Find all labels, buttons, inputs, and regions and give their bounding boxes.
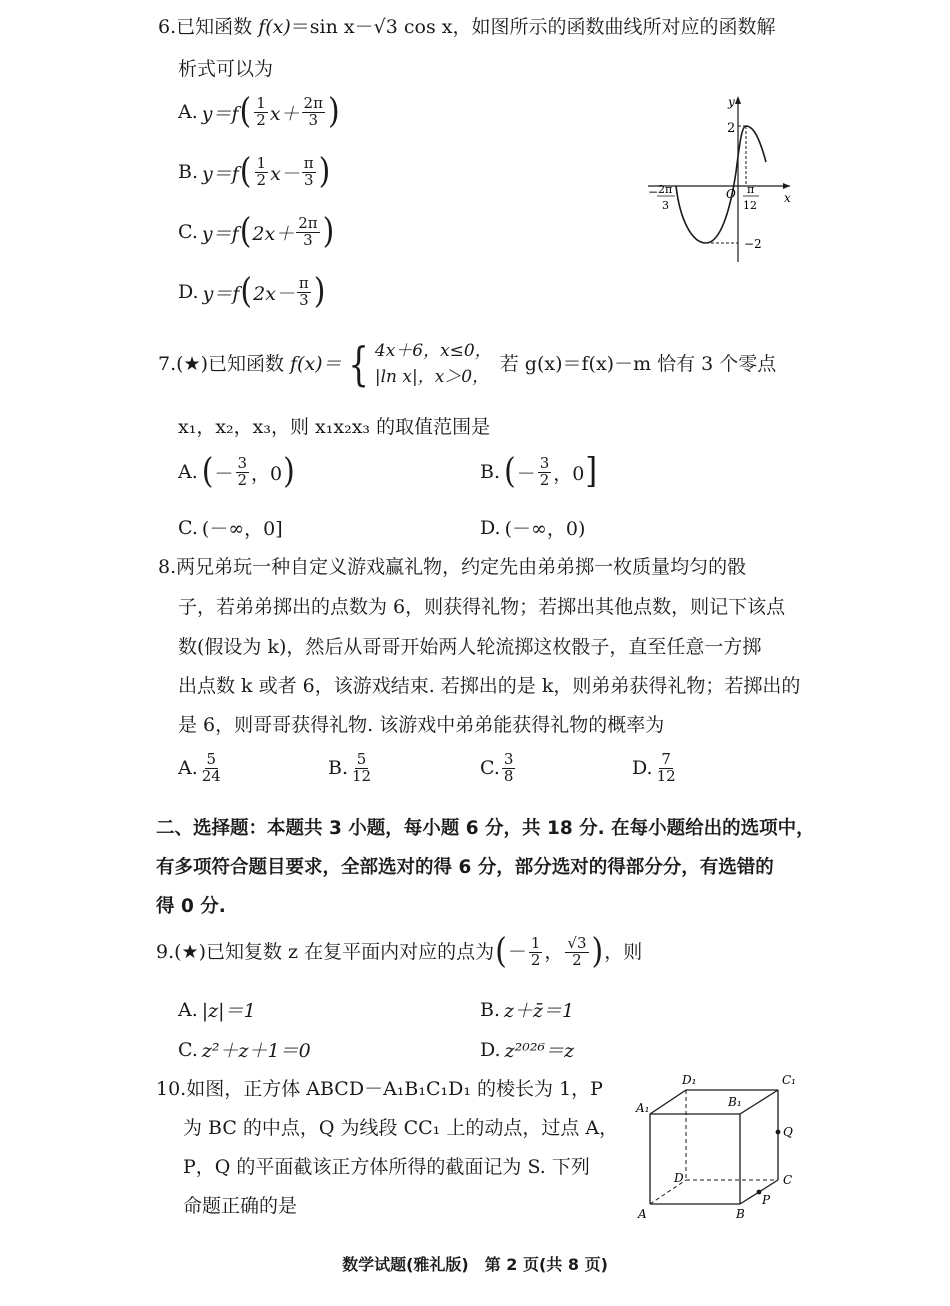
frac-num: 5 xyxy=(356,750,367,768)
frac-num: 7 xyxy=(661,750,671,768)
frac-num: 1 xyxy=(256,94,266,112)
q6-opt-a-const xyxy=(302,96,325,129)
frac-den: 3 xyxy=(303,170,314,189)
q6-opt-c-mid: 2x＋ xyxy=(252,222,295,245)
q10-cube-figure xyxy=(628,1072,804,1224)
label-b1: B₁ xyxy=(728,1095,742,1109)
q9-option-b xyxy=(480,996,574,1023)
q7-opt-d-label: D. xyxy=(480,516,501,539)
q9-stem-a: 已知复数 z 在复平面内对应的点为 xyxy=(206,940,495,963)
q8-line-4: 出点数 k 或者 6，该游戏结束. 若掷出的是 k，则弟弟获得礼物；若掷出的 xyxy=(178,675,801,697)
paren-open: ( xyxy=(239,211,252,252)
y-axis-arrow xyxy=(735,96,741,104)
q6-cos: cos x xyxy=(403,16,453,38)
frac-num: π xyxy=(298,274,309,292)
label-p: P xyxy=(762,1193,771,1207)
right-tick-den: 12 xyxy=(743,199,757,212)
frac-den: 2 xyxy=(237,470,248,489)
q9-option-a xyxy=(178,996,256,1023)
x-axis-label: x xyxy=(784,191,791,205)
point-p xyxy=(757,1190,762,1195)
q8-opt-c-frac xyxy=(502,752,516,785)
q6-sine-graph xyxy=(640,92,800,264)
minus-sign: － xyxy=(516,462,536,485)
q7-number: 7. xyxy=(158,352,177,375)
q6-number: 6. xyxy=(158,16,177,38)
frac-den: 2 xyxy=(572,950,582,969)
paren-close: ) xyxy=(327,91,340,132)
q6-opt-d-const xyxy=(297,276,311,309)
q6-opt-b-coef xyxy=(255,156,269,189)
q6-opt-a-pre: y＝f xyxy=(201,102,239,125)
paren-close: ) xyxy=(318,151,331,192)
q7-piece-2: |ln x|，x＞0， xyxy=(374,367,490,388)
q7-option-b xyxy=(480,451,598,492)
minus-sign: － xyxy=(214,462,234,485)
q8-option-c xyxy=(480,752,517,785)
origin-label: O xyxy=(726,187,736,201)
paren-open: ( xyxy=(239,91,252,132)
q9-opt-d-label: D. xyxy=(480,1038,501,1061)
left-zero-num: 2π xyxy=(658,183,673,196)
frac-num: 3 xyxy=(237,454,248,472)
q6-opt-a-mid: x＋ xyxy=(269,102,300,125)
frac-num: 1 xyxy=(256,154,267,172)
frac-den: 12 xyxy=(656,766,676,785)
q8-option-b xyxy=(328,752,375,785)
q6-sqrt3: √3 xyxy=(373,16,398,38)
point-q xyxy=(776,1130,781,1135)
q8-opt-a-frac xyxy=(200,752,223,785)
left-zero-den: 3 xyxy=(662,199,669,212)
q9-stem-b: ，则 xyxy=(604,940,643,963)
q7-opt-c-text: (－∞，0] xyxy=(201,518,283,540)
label-d: D xyxy=(674,1171,684,1185)
q7-opt-a-frac xyxy=(236,456,250,489)
q9-opt-a-text: |z|＝1 xyxy=(201,1000,256,1022)
paren-open: ( xyxy=(240,271,253,312)
frac-den: 3 xyxy=(308,110,318,129)
frac-den: 8 xyxy=(503,766,514,785)
q8-opt-b-label: B. xyxy=(328,757,349,780)
q6-stem-a: 已知函数 xyxy=(176,16,253,38)
q9-p1-sign: － xyxy=(507,940,527,963)
q6-eq: ＝sin x－ xyxy=(290,16,374,38)
q6-opt-d-pre: y＝f xyxy=(202,282,240,305)
frac-num: 3 xyxy=(539,454,550,472)
zero: ，0 xyxy=(553,462,585,485)
q10-line-1-text: 如图，正方体 ABCD－A₁B₁C₁D₁ 的棱长为 1，P xyxy=(186,1078,603,1100)
frac-num: 5 xyxy=(206,750,217,768)
q7-stem-line2: x₁，x₂，x₃，则 x₁x₂x₃ 的取值范围是 xyxy=(178,416,491,438)
q7-opt-a-label: A. xyxy=(178,461,198,484)
q6-opt-d-mid: 2x－ xyxy=(253,282,295,305)
q7-star: (★) xyxy=(176,352,208,375)
q7-stem-line1 xyxy=(158,338,776,391)
q6-option-b xyxy=(178,151,331,192)
right-tick-num: π xyxy=(747,183,755,196)
q6-opt-b-pre: y＝f xyxy=(202,162,239,185)
frac-num: 2π xyxy=(303,94,323,112)
min-label: −2 xyxy=(744,237,762,251)
paren-close: ) xyxy=(591,931,604,972)
q7-stem-b: 若 g(x)＝f(x)－m 恰有 3 个零点 xyxy=(499,352,777,375)
q7-option-c xyxy=(178,514,283,541)
label-a: A xyxy=(638,1207,647,1221)
frac-num: π xyxy=(303,154,314,172)
q9-opt-c-label: C. xyxy=(178,1038,198,1061)
frac-den: 3 xyxy=(303,230,313,249)
q8-option-a xyxy=(178,752,225,785)
q9-opt-b-text: z＋z̄＝1 xyxy=(504,1000,575,1022)
q6-opt-d-label: D. xyxy=(178,281,199,304)
label-d1: D₁ xyxy=(682,1073,697,1087)
q6-opt-c-const xyxy=(296,216,319,249)
paren-open: ( xyxy=(504,451,516,492)
x-axis-arrow xyxy=(783,183,790,189)
frac-den: 3 xyxy=(299,290,309,309)
edge-b1c1 xyxy=(740,1090,778,1114)
left-zero-sign: − xyxy=(648,185,659,199)
bracket-close: ] xyxy=(585,451,598,492)
q10-line-2: 为 BC 的中点，Q 为线段 CC₁ 上的动点，过点 A， xyxy=(183,1117,619,1139)
section2-line-1: 二、选择题：本题共 3 小题，每小题 6 分，共 18 分. 在每小题给出的选项中， xyxy=(156,818,815,839)
q7-stem-a: 已知函数 xyxy=(208,352,285,375)
frac-num: 2π xyxy=(298,214,318,232)
label-c: C xyxy=(783,1173,793,1187)
q7-opt-c-label: C. xyxy=(178,516,198,539)
paren-close: ) xyxy=(313,271,326,312)
q9-stem xyxy=(156,931,643,972)
paren-open: ( xyxy=(495,931,507,972)
label-q: Q xyxy=(783,1125,793,1139)
page-footer: 数学试题(雅礼版) 第 2 页(共 8 页) xyxy=(342,1255,608,1274)
q7-option-a xyxy=(178,451,296,492)
q6-stem-line2: 析式可以为 xyxy=(178,58,274,80)
paren-close: ) xyxy=(322,211,335,252)
q6-opt-b-mid: x－ xyxy=(270,162,300,185)
q9-option-d xyxy=(480,1036,574,1063)
edge-a1d1 xyxy=(650,1090,686,1114)
q9-opt-c-text: z²＋z＋1＝0 xyxy=(201,1040,311,1062)
q6-opt-c-pre: y＝f xyxy=(201,222,239,245)
q8-line-2: 子，若弟弟掷出的点数为 6，则获得礼物；若掷出其他点数，则记下该点 xyxy=(178,596,786,618)
q8-opt-d-label: D. xyxy=(632,757,653,780)
q8-opt-c-label: C. xyxy=(480,757,500,780)
q9-p1-frac xyxy=(529,936,543,969)
q6-opt-a-coef xyxy=(254,96,268,129)
frac-num: 1 xyxy=(530,934,541,952)
q8-line-1 xyxy=(158,556,746,579)
q6-opt-a-label: A. xyxy=(178,101,198,124)
zero: ，0 xyxy=(251,462,283,485)
q9-opt-b-label: B. xyxy=(480,998,501,1021)
frac-den: 2 xyxy=(539,470,550,489)
frac-den: 2 xyxy=(530,950,541,969)
q6-stem-b: ，如图所示的函数曲线所对应的函数解 xyxy=(452,16,776,38)
q10-line-3: P，Q 的平面截该正方体所得的截面记为 S. 下列 xyxy=(183,1156,590,1178)
q9-number: 9. xyxy=(156,940,175,963)
frac-den: 12 xyxy=(352,766,372,785)
q8-line-3: 数(假设为 k)，然后从哥哥开始两人轮流掷这枚骰子，直至任意一方掷 xyxy=(178,636,762,658)
y-axis-label: y xyxy=(728,95,735,109)
frac-den: 24 xyxy=(201,766,221,785)
q10-line-1 xyxy=(156,1078,603,1101)
q6-option-c xyxy=(178,211,335,252)
label-a1: A₁ xyxy=(636,1101,650,1115)
q8-line-5: 是 6，则哥哥获得礼物. 该游戏中弟弟能获得礼物的概率为 xyxy=(178,714,665,736)
frac-num: √3 xyxy=(567,934,587,952)
q6-stem-line1 xyxy=(158,16,775,39)
q10-number: 10. xyxy=(156,1078,187,1100)
q9-star: (★) xyxy=(174,940,206,963)
paren-close: ) xyxy=(283,451,295,492)
label-c1: C₁ xyxy=(782,1073,796,1087)
q7-option-d xyxy=(480,514,585,541)
comma: ， xyxy=(544,940,564,963)
q6-option-d xyxy=(178,271,327,312)
max-label: 2 xyxy=(727,121,736,136)
q8-opt-d-frac xyxy=(655,752,678,785)
q9-p2-frac xyxy=(565,936,588,969)
q9-opt-a-label: A. xyxy=(178,998,198,1021)
section2-line-2: 有多项符合题目要求，全部选对的得 6 分，部分选对的得部分分，有选错的 xyxy=(156,857,774,878)
paren-open: ( xyxy=(201,451,214,492)
q6-opt-b-label: B. xyxy=(178,161,199,184)
q8-line-1-text: 两兄弟玩一种自定义游戏赢礼物，约定先由弟弟掷一枚质量均匀的骰 xyxy=(176,556,747,578)
q8-number: 8. xyxy=(158,556,177,578)
q6-option-a xyxy=(178,91,341,132)
q10-line-4: 命题正确的是 xyxy=(183,1195,298,1217)
q6-opt-b-const xyxy=(302,156,316,189)
frac-den: 2 xyxy=(256,110,266,129)
frac-num: 3 xyxy=(503,750,514,768)
q7-piece-1: 4x＋6，x≤0， xyxy=(374,341,492,361)
piecewise-brace: { xyxy=(347,337,369,392)
q9-opt-d-text: z²⁰²⁶＝z xyxy=(504,1040,575,1062)
q6-fx: f(x) xyxy=(258,16,291,38)
q6-opt-c-label: C. xyxy=(178,221,198,244)
q7-opt-b-frac xyxy=(538,456,552,489)
q7-opt-d-text: (－∞，0) xyxy=(504,518,586,540)
q8-opt-b-frac xyxy=(350,752,373,785)
q8-opt-a-label: A. xyxy=(178,757,198,780)
label-b: B xyxy=(736,1207,745,1221)
frac-den: 2 xyxy=(256,170,267,189)
paren-open: ( xyxy=(239,151,252,192)
q9-option-c xyxy=(178,1036,311,1063)
q7-opt-b-label: B. xyxy=(480,461,501,484)
section2-line-3: 得 0 分. xyxy=(156,896,226,917)
q7-fx: f(x)＝ xyxy=(290,352,342,375)
q8-option-d xyxy=(632,752,680,785)
q7-piecewise xyxy=(375,338,492,391)
